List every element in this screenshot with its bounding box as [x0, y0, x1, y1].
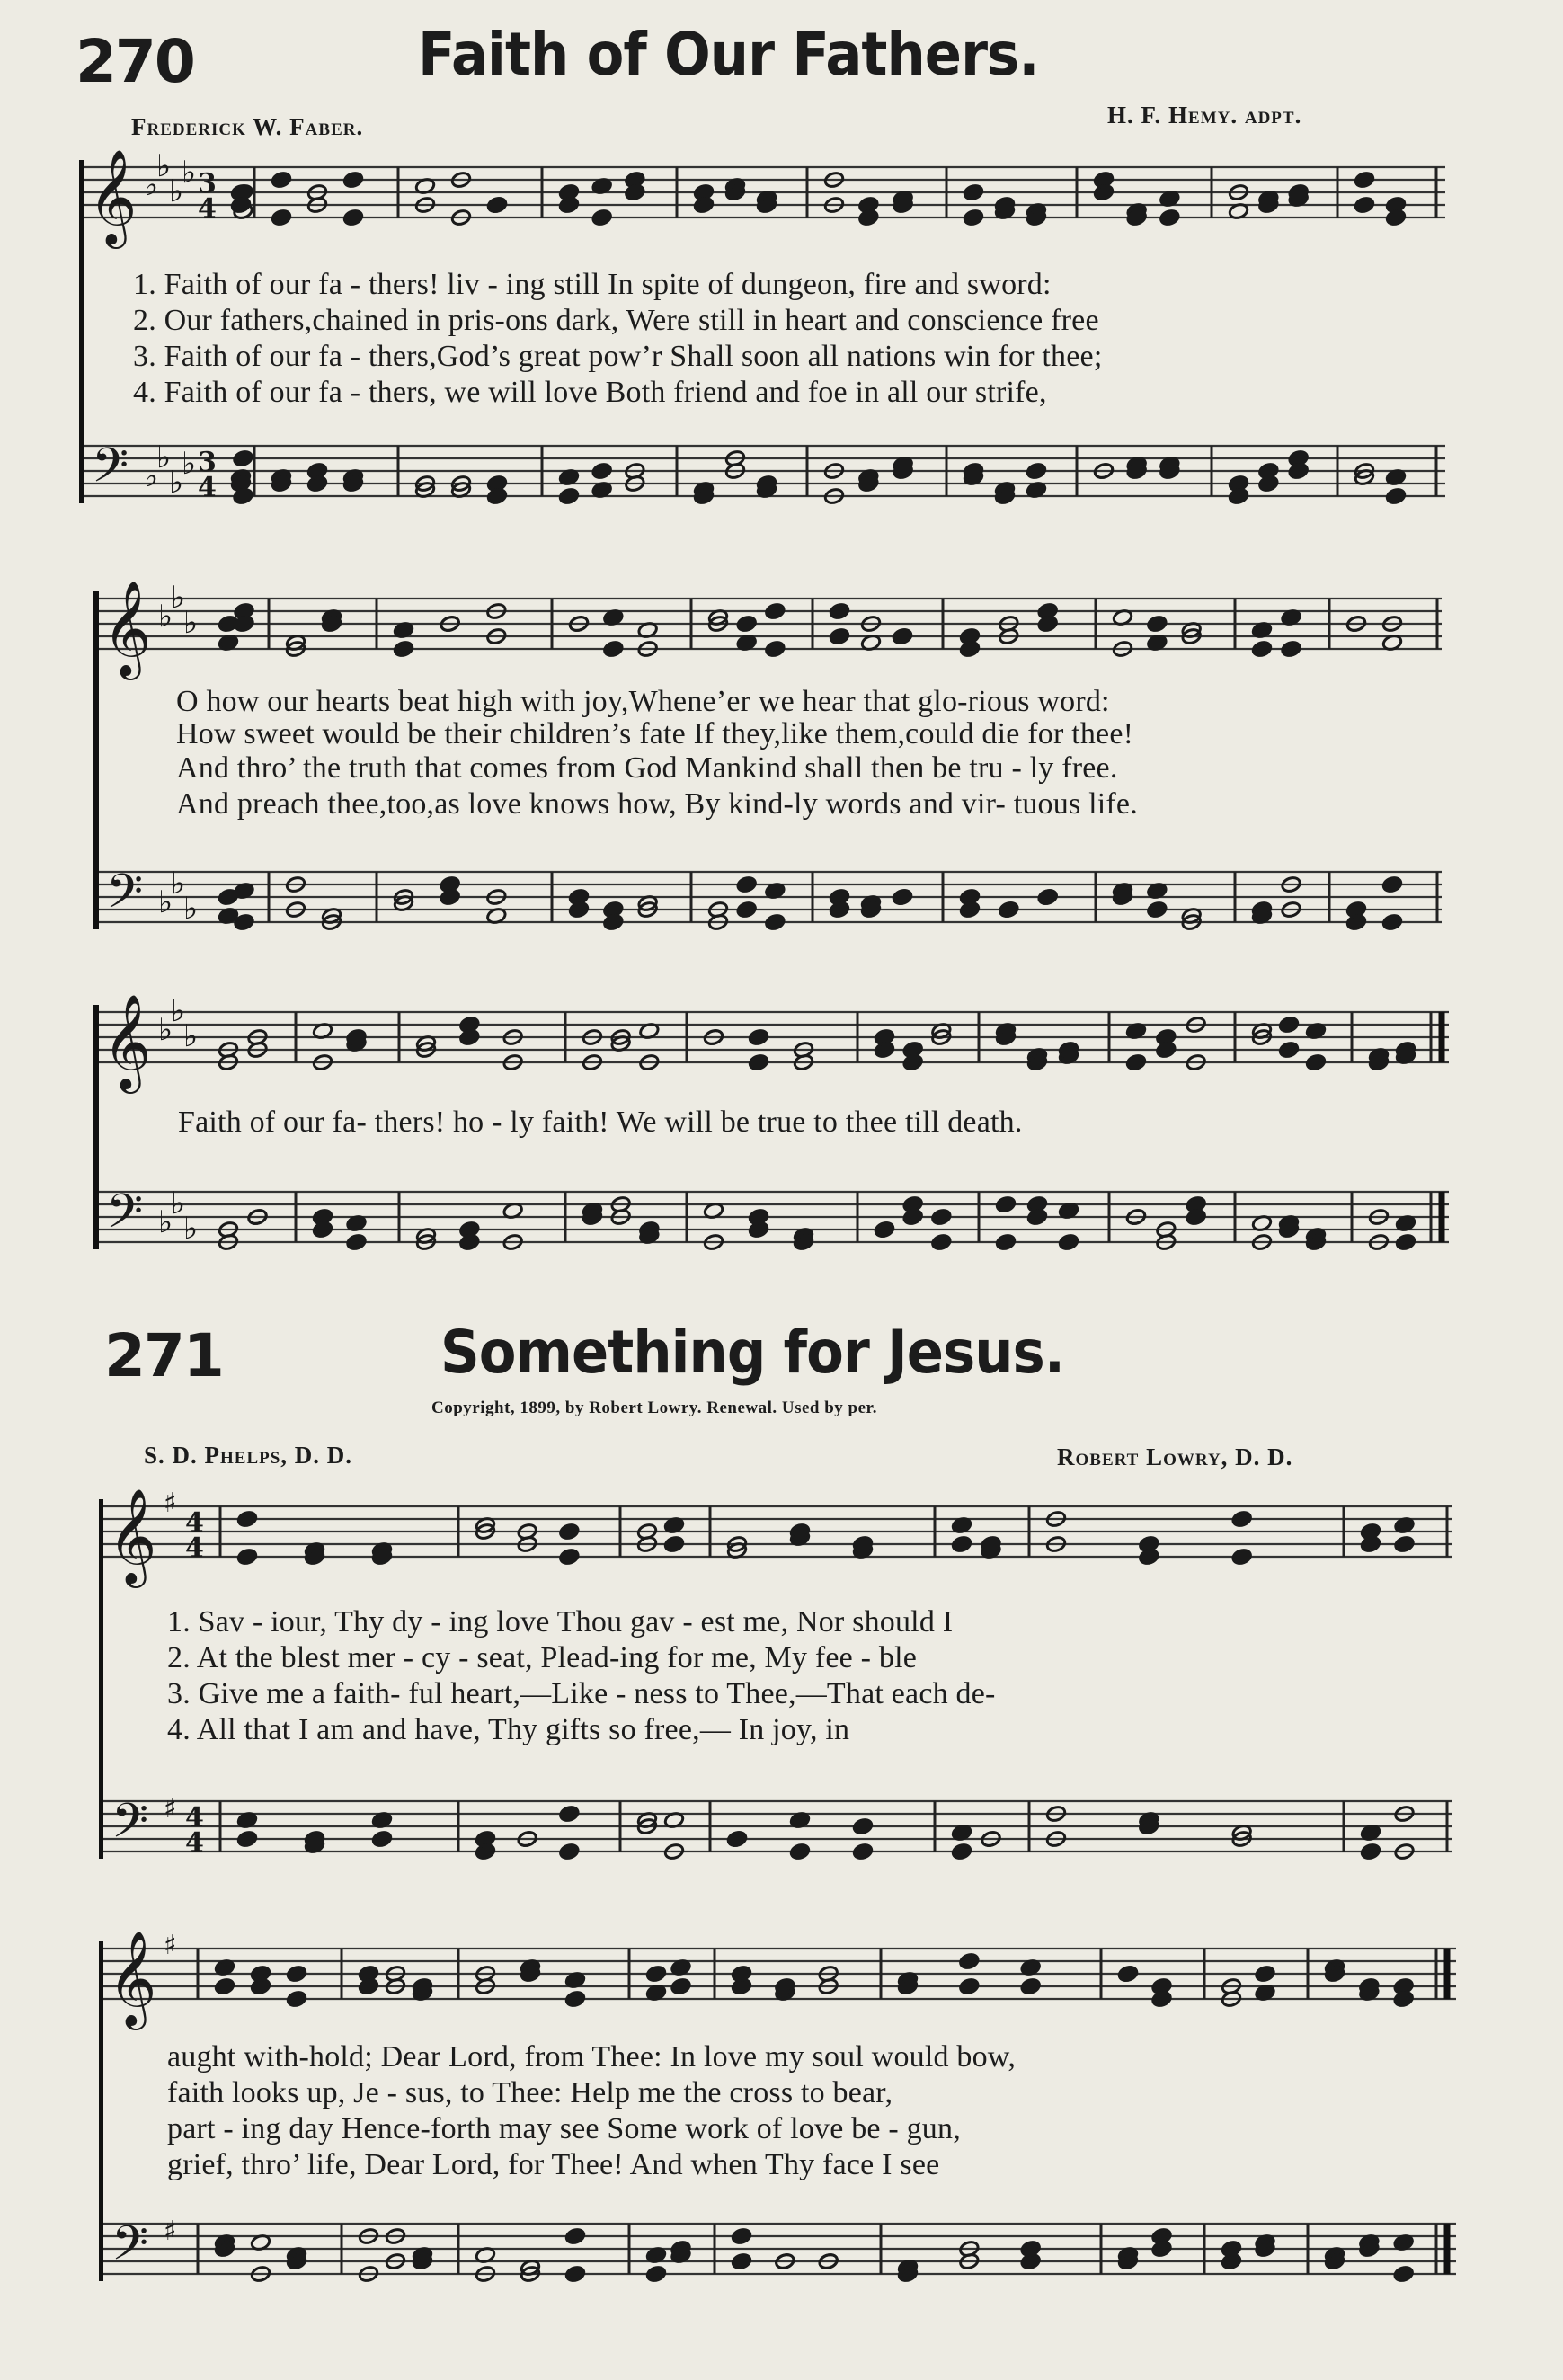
note-head: [564, 2265, 586, 2283]
svg-text:♯: ♯: [164, 1930, 177, 1961]
note-head: [765, 913, 786, 931]
note-head: [1305, 1053, 1327, 1071]
note-head: [1251, 640, 1273, 658]
note-head: [1393, 2265, 1415, 2283]
verse-1-line: 1. Faith of our fa - thers! liv - ing still In spite of dungeon, fire and sword:: [133, 268, 1052, 301]
note-head: [959, 1977, 981, 1995]
copyright-notice: Copyright, 1899, by Robert Lowry. Renewal. Used by per.: [431, 1399, 877, 1417]
svg-text:𝄢: 𝄢: [106, 1185, 144, 1251]
svg-text:𝄢: 𝄢: [111, 2216, 149, 2283]
svg-text:♭: ♭: [144, 167, 159, 203]
note-head: [559, 1548, 581, 1566]
verse-3-line: 3. Faith of our fa - thers,God’s great pow’r Shall soon all nations win for thee;: [133, 340, 1103, 373]
note-head: [736, 901, 758, 919]
note-head: [736, 615, 758, 633]
svg-text:3: 3: [198, 168, 217, 200]
note-head: [1255, 1965, 1276, 1983]
lyricist-credit: S. D. Phelps, D. D.: [144, 1442, 353, 1469]
note-head: [995, 1195, 1017, 1213]
note-head: [1281, 640, 1302, 658]
bass-staff: [93, 1185, 1449, 1249]
note-head: [1278, 1041, 1300, 1059]
note-head: [214, 1977, 235, 1995]
note-head: [731, 2227, 752, 2245]
note-head: [558, 487, 580, 505]
note-head: [1394, 1535, 1416, 1553]
verse-1-line: aught with-hold; Dear Lord, from Thee: In love my soul would bow,: [167, 2040, 1017, 2074]
note-head: [731, 2252, 752, 2270]
system-brace: [93, 591, 99, 929]
note-head: [1381, 875, 1403, 893]
note-head: [963, 183, 984, 201]
note-head: [286, 1990, 307, 2008]
system-brace: [99, 1941, 103, 2281]
verse-2-line: How sweet would be their children’s fate If they,like them,could die for thee!: [176, 717, 1134, 750]
note-head: [236, 1548, 258, 1566]
svg-text:𝄞: 𝄞: [102, 580, 152, 676]
svg-text:♭: ♭: [144, 458, 159, 494]
svg-text:4: 4: [198, 193, 217, 225]
verse-2-line: 2. At the blest mer - cy - seat, Plead-ing for me, My fee - ble: [167, 1641, 918, 1674]
note-head: [342, 209, 364, 226]
svg-text:♭: ♭: [171, 1186, 186, 1221]
system-brace: [93, 1005, 99, 1249]
note-head: [233, 449, 254, 467]
bass-staff: [79, 439, 1445, 503]
verse-1-line: O how our hearts beat high with joy,Whene’er we hear that glo-rious word:: [176, 685, 1110, 718]
svg-text:𝄢: 𝄢: [92, 439, 129, 505]
note-head: [931, 1233, 953, 1251]
svg-text:♭: ♭: [182, 155, 197, 191]
verse-4-line: 4. All that I am and have, Thy gifts so free,— In joy, in: [167, 1713, 850, 1746]
note-head: [1125, 1053, 1147, 1071]
svg-text:♭: ♭: [158, 599, 173, 635]
note-head: [393, 640, 414, 658]
note-head: [959, 1952, 981, 1970]
note-head: [726, 1830, 748, 1848]
verse-3-line: 3. Give me a faith- ful heart,—Like - ness to Thee,—That each de-: [167, 1677, 996, 1710]
note-head: [1020, 1977, 1042, 1995]
note-head: [1381, 913, 1403, 931]
note-head: [999, 901, 1020, 919]
note-head: [346, 1233, 368, 1251]
note-head: [1278, 1016, 1300, 1034]
note-head: [559, 1805, 581, 1823]
svg-text:♯: ♯: [164, 2216, 177, 2247]
svg-text:♯: ♯: [164, 1488, 177, 1519]
system-brace: [79, 160, 84, 503]
svg-text:♭: ♭: [158, 1012, 173, 1048]
note-head: [1117, 1965, 1139, 1983]
svg-text:4: 4: [185, 1827, 204, 1859]
hymn-title: Faith of Our Fathers.: [418, 20, 1039, 89]
note-head: [559, 1843, 581, 1860]
note-head: [874, 1221, 895, 1239]
note-head: [1395, 1233, 1416, 1251]
system-brace: [99, 1499, 103, 1859]
bass-staff: [99, 1794, 1452, 1859]
note-head: [852, 1817, 874, 1835]
svg-text:♭: ♭: [171, 993, 186, 1029]
svg-text:4: 4: [185, 1802, 204, 1834]
treble-staff: [93, 993, 1449, 1089]
note-head: [748, 1053, 769, 1071]
note-head: [765, 602, 786, 620]
note-head: [236, 1510, 258, 1528]
verse-4-line: grief, thro’ life, Dear Lord, for Thee! And when Thy face I see: [167, 2148, 940, 2181]
verse-3-line: part - ing day Hence-forth may see Some work of love be - gun,: [167, 2112, 961, 2145]
note-head: [1354, 196, 1375, 214]
note-head: [591, 462, 613, 480]
hymn-title: Something for Jesus.: [440, 1318, 1064, 1387]
treble-staff: [99, 1930, 1456, 2026]
note-head: [951, 1535, 972, 1553]
composer-credit: Robert Lowry, D. D.: [1057, 1443, 1293, 1470]
note-head: [1147, 615, 1168, 633]
lyricist-credit: Frederick W. Faber.: [131, 113, 364, 140]
note-head: [995, 1233, 1017, 1251]
refrain-line: Faith of our fa- thers! ho - ly faith! We will be true to thee till death.: [178, 1106, 1023, 1139]
note-head: [1037, 888, 1059, 906]
hymn-number: 270: [75, 27, 194, 96]
note-head: [564, 1990, 586, 2008]
note-head: [789, 1843, 811, 1860]
svg-text:4: 4: [198, 472, 217, 503]
note-head: [829, 602, 850, 620]
note-head: [559, 1523, 581, 1541]
note-head: [591, 209, 613, 226]
svg-text:♭: ♭: [183, 605, 199, 641]
svg-text:♭: ♭: [156, 440, 172, 475]
note-head: [603, 640, 625, 658]
note-head: [829, 627, 850, 645]
svg-text:𝄢: 𝄢: [106, 865, 144, 931]
svg-text:♭: ♭: [183, 891, 199, 927]
note-head: [371, 1830, 393, 1848]
note-head: [892, 627, 913, 645]
note-head: [852, 1843, 874, 1860]
svg-text:♯: ♯: [164, 1793, 177, 1825]
svg-text:𝄞: 𝄞: [102, 993, 152, 1089]
note-head: [963, 209, 984, 226]
note-head: [951, 1843, 972, 1860]
svg-text:𝄞: 𝄞: [108, 1488, 157, 1584]
svg-text:♭: ♭: [156, 148, 172, 184]
note-head: [765, 640, 786, 658]
treble-staff: [79, 148, 1445, 244]
verse-2-line: 2. Our fathers,chained in pris-ons dark, Were still in heart and conscience free: [133, 304, 1099, 337]
note-head: [1231, 1548, 1253, 1566]
svg-text:♭: ♭: [158, 1204, 173, 1240]
note-head: [1385, 487, 1407, 505]
verse-4-line: And preach thee,too,as love knows how, By kind-ly words and vir- tuous life.: [176, 787, 1138, 821]
svg-text:♭: ♭: [171, 866, 186, 901]
note-head: [645, 1965, 667, 1983]
svg-text:𝄢: 𝄢: [111, 1794, 149, 1860]
note-head: [271, 209, 292, 226]
svg-text:♭: ♭: [169, 173, 184, 209]
treble-staff: [99, 1488, 1452, 1584]
note-head: [931, 1208, 953, 1226]
note-head: [236, 1830, 258, 1848]
svg-text:3: 3: [198, 447, 217, 478]
note-head: [892, 888, 913, 906]
note-head: [1058, 1233, 1079, 1251]
bass-staff: [99, 2216, 1456, 2281]
note-head: [1231, 1510, 1253, 1528]
composer-credit: H. F. Hemy. adpt.: [1107, 102, 1302, 129]
note-head: [1147, 901, 1168, 919]
note-head: [645, 2265, 667, 2283]
svg-text:♭: ♭: [182, 446, 197, 482]
note-head: [486, 196, 508, 214]
note-head: [670, 1977, 692, 1995]
svg-text:♭: ♭: [171, 580, 186, 616]
svg-text:𝄞: 𝄞: [88, 148, 138, 244]
note-head: [1360, 1843, 1381, 1860]
svg-text:♭: ♭: [183, 1018, 199, 1054]
svg-text:4: 4: [185, 1507, 204, 1539]
verse-3-line: And thro’ the truth that comes from God Mankind shall then be tru - ly free.: [176, 751, 1118, 785]
svg-text:4: 4: [185, 1532, 204, 1564]
note-head: [1354, 171, 1375, 189]
note-head: [286, 1965, 307, 1983]
note-head: [271, 171, 292, 189]
svg-text:♭: ♭: [183, 1211, 199, 1247]
verse-4-line: 4. Faith of our fa - thers, we will love Both friend and foe in all our strife,: [133, 376, 1047, 409]
note-head: [342, 171, 364, 189]
note-head: [1159, 209, 1181, 226]
bass-staff: [93, 865, 1442, 929]
svg-text:♭: ♭: [158, 884, 173, 920]
note-head: [1026, 462, 1047, 480]
treble-staff: [93, 580, 1442, 676]
svg-text:𝄞: 𝄞: [108, 1930, 157, 2026]
verse-1-line: 1. Sav - iour, Thy dy - ing love Thou gav - est me, Nor should I: [167, 1605, 954, 1638]
svg-text:♭: ♭: [169, 465, 184, 501]
verse-2-line: faith looks up, Je - sus, to Thee: Help me the cross to bear,: [167, 2076, 893, 2109]
note-head: [748, 1028, 769, 1046]
note-head: [663, 1535, 685, 1553]
hymn-number: 271: [104, 1321, 223, 1390]
note-head: [736, 875, 758, 893]
note-head: [564, 2227, 586, 2245]
